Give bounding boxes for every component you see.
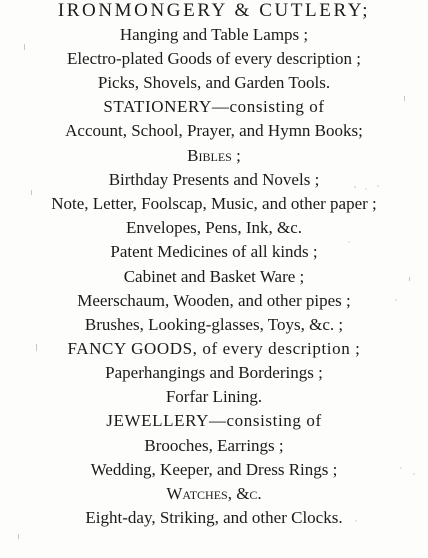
text-line-bibles: Bibles ; — [187, 146, 241, 165]
text-line: Forfar Lining. — [165, 387, 263, 406]
heading-stationery: STATIONERY—consisting of — [103, 97, 325, 116]
text-line: Brooches, Earrings ; — [144, 436, 284, 455]
text-line: Envelopes, Pens, Ink, &c. — [125, 218, 303, 237]
heading-fancy-goods: FANCY GOODS, of every description ; — [67, 339, 361, 358]
text-line: Note, Letter, Foolscap, Music, and other paper ; — [51, 194, 377, 213]
text-line: Account, School, Prayer, and Hymn Books; — [65, 121, 363, 140]
text-line: Paperhangings and Borderings ; — [105, 363, 323, 382]
text-line: Birthday Presents and Novels ; — [108, 170, 320, 189]
text-line: Hanging and Table Lamps ; — [119, 25, 309, 44]
text-line: Wedding, Keeper, and Dress Rings ; — [90, 460, 338, 479]
text-line: Patent Medicines of all kinds ; — [110, 242, 318, 261]
text-line: Cabinet and Basket Ware ; — [123, 267, 305, 286]
text-line: Brushes, Looking-glasses, Toys, &c. ; — [84, 315, 344, 334]
text-line-watches: Watches, &c. — [166, 484, 262, 503]
text-line: Meerschaum, Wooden, and other pipes ; — [77, 291, 351, 310]
heading-ironmongery: IRONMONGERY & CUTLERY; — [57, 0, 371, 21]
text-line: Eight-day, Striking, and other Clocks. — [85, 508, 343, 527]
heading-jewellery: JEWELLERY—consisting of — [106, 411, 322, 430]
text-line: Picks, Shovels, and Garden Tools. — [97, 73, 331, 92]
text-line: Electro-plated Goods of every description ; — [66, 49, 362, 68]
